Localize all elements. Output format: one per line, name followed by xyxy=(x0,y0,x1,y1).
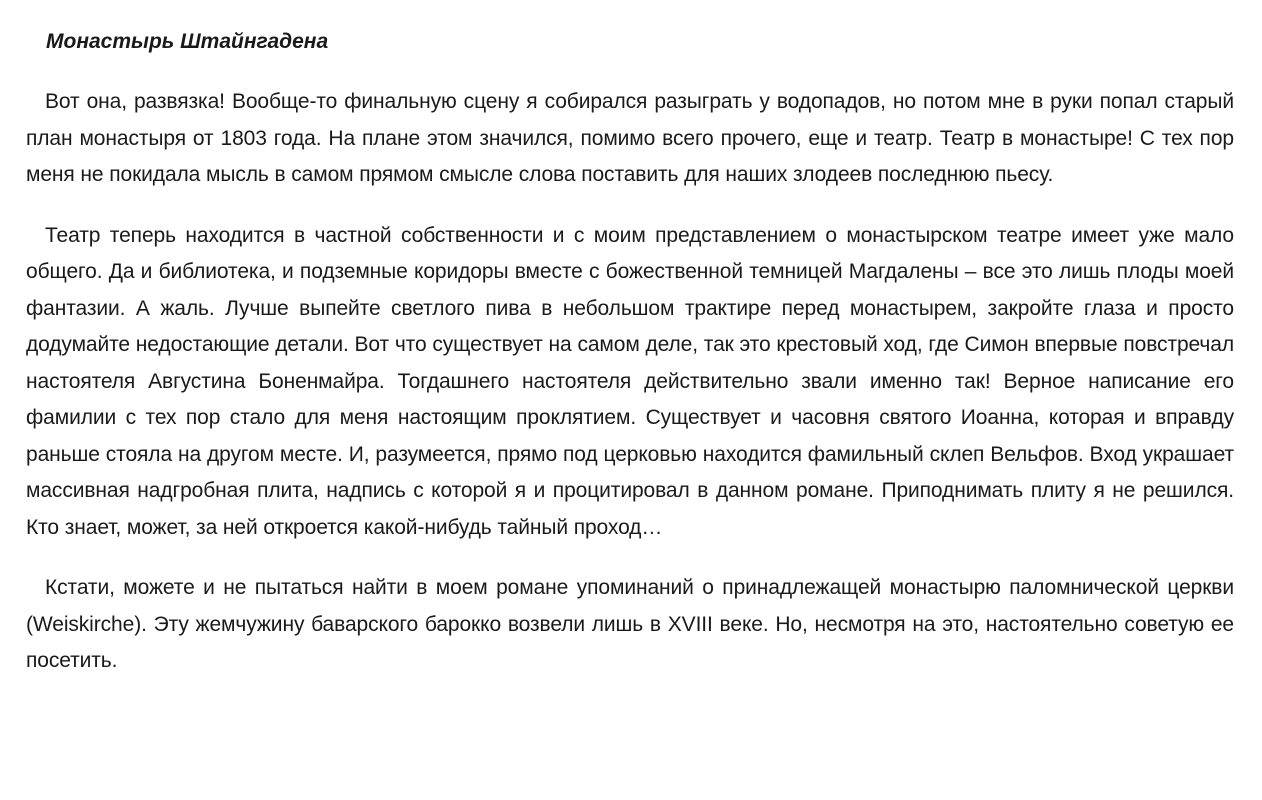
paragraph-2: Театр теперь находится в частной собственности и с моим представлением о монастырском театре имеет уже мало общего. Да и библиотека, и подземные коридоры вместе с божественной темницей Магдалены – все это лишь плоды моей фантазии. А жаль. Лучше выпейте светлого пива в небольшом трактире перед монастырем, закройте глаза и просто додумайте недостающие детали. Вот что существует на самом деле, так это крестовый ход, где Симон впервые повстречал настоятеля Августина Боненмайра. Тогдашнего настоятеля действительно звали именно так! Верное написание его фамилии с тех пор стало для меня настоящим проклятием. Существует и часовня святого Иоанна, которая и вправду раньше стояла на другом месте. И, разумеется, прямо под церковью находится фамильный склеп Вельфов. Вход украшает массивная надгробная плита, надпись с которой я и процитировал в данном романе. Приподнимать плиту я не решился. Кто знает, может, за ней откроется какой-нибудь тайный проход… xyxy=(26,223,1234,539)
paragraph-1: Вот она, развязка! Вообще-то финальную сцену я собирался разыграть у водопадов, но потом мне в руки попал старый план монастыря от 1803 года. На плане этом значился, помимо всего прочего, еще и театр. Театр в монастыре! С тех пор меня не покидала мысль в самом прямом смысле слова поставить для наших злодеев последнюю пьесу. xyxy=(26,90,1234,186)
document-title: Монастырь Штайнгадена xyxy=(46,30,329,53)
paragraph-3: Кстати, можете и не пытаться найти в моем романе упоминаний о принадлежащей монастырю паломнической церкви (Weiskirche). Эту жемчужину баварского барокко возвели лишь в XVIII веке. Но, несмотря на это, настоятельно советую ее посетить. xyxy=(26,576,1234,672)
document-page xyxy=(26,26,1234,704)
